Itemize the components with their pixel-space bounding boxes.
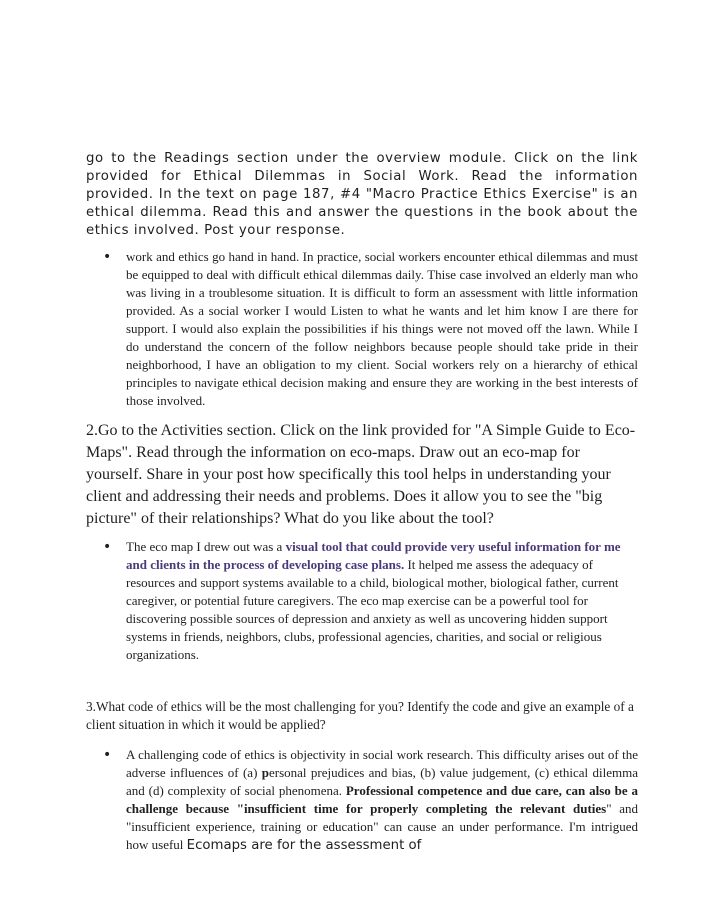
bullet-icon: • — [103, 249, 112, 265]
answer-1-part-2: Listen to what he wants and let him know I are there for support. I would also explain the possibilities if his things were not moved off the lawn. While I do understand the concern of the follow neighbors because people should take pride in their neighborhood, I have an obligation to my client. — [126, 303, 639, 372]
document-body — [86, 150, 638, 855]
answer-3-part-3: " and "insufficient experience, training or education" can cause an under performance. I'm intrigued how useful — [126, 801, 638, 852]
answer-2-highlight: visual tool that could provide very useful information for me and clients in the process of developing case plans. — [126, 539, 621, 572]
answer-3-list-item — [86, 746, 638, 855]
answer-1-list-item — [86, 248, 638, 410]
answer-1-part-3: Social workers rely on a hierarchy of ethical principles to navigate ethical decision making and ensure they are working in the best interests of those involved. — [126, 357, 639, 408]
answer-3 — [126, 746, 638, 855]
answer-2-part-1: The eco map I drew out was a — [126, 539, 286, 554]
answer-1 — [126, 248, 638, 410]
answer-3-bold-phrase: Professional competence and due care, can also be a challenge because "insufficient time for properly completing the relevant duties — [126, 783, 638, 816]
answer-2 — [126, 538, 638, 664]
answer-3-bold-p: p — [261, 765, 269, 780]
answer-2-list-item — [86, 538, 638, 664]
answer-1-part-1: work and ethics go hand in hand. In practice, social workers encounter ethical dilemmas and must be equipped to deal with difficult ethical dilemmas daily. Thise case involved an elderly man who was living in a troublesome situation. It is difficult to form an assessment with little information provided. As a social worker I would — [126, 249, 638, 318]
question-3: 3.What code of ethics will be the most challenging for you? Identify the code and give an example of a client situation in which it would be applied? — [86, 699, 634, 732]
question-2: 2.Go to the Activities section. Click on the link provided for "A Simple Guide to Eco-Maps". Read through the information on eco-maps. Draw out an eco-map for yourself. Share in your post how specifically this tool helps in understanding your client and addressing their needs and problems. Does it allow you to see the "big picture" of their relationships? What do you like about the tool? — [86, 422, 636, 527]
question-1: go to the Readings section under the overview module. Click on the link provided for Ethical Dilemmas in Social Work. Read the information provided. In the text on page 187, #4 "Macro Practice Ethics Exercise" is an ethical dilemma. Read this and answer the questions in the book about the ethics involved. Post your response. — [86, 151, 638, 238]
answer-2-part-2: It helped me assess the adequacy of resources and support systems available to a child, biological mother, biological father, current caregiver, or potential future caregivers. The eco map exercise can be a powerful tool for discovering possible sources of depression and anxiety as well as uncovering hidden support systems in friends, neighbors, clubs, professional agencies, charities, and social or religious organizations. — [126, 557, 619, 662]
answer-3-part-1: A challenging code of ethics is objectivity in social work research. This difficulty arises out of the adverse influences of (a) — [126, 747, 638, 780]
answer-3-part-2: ersonal prejudices and bias, (b) value judgement, (c) ethical dilemma and (d) complexity of social phenomena. — [126, 765, 638, 798]
bullet-icon: • — [103, 747, 112, 763]
bullet-icon: • — [103, 539, 112, 555]
answer-3-part-4: Ecomaps are for the assessment of — [186, 838, 422, 853]
